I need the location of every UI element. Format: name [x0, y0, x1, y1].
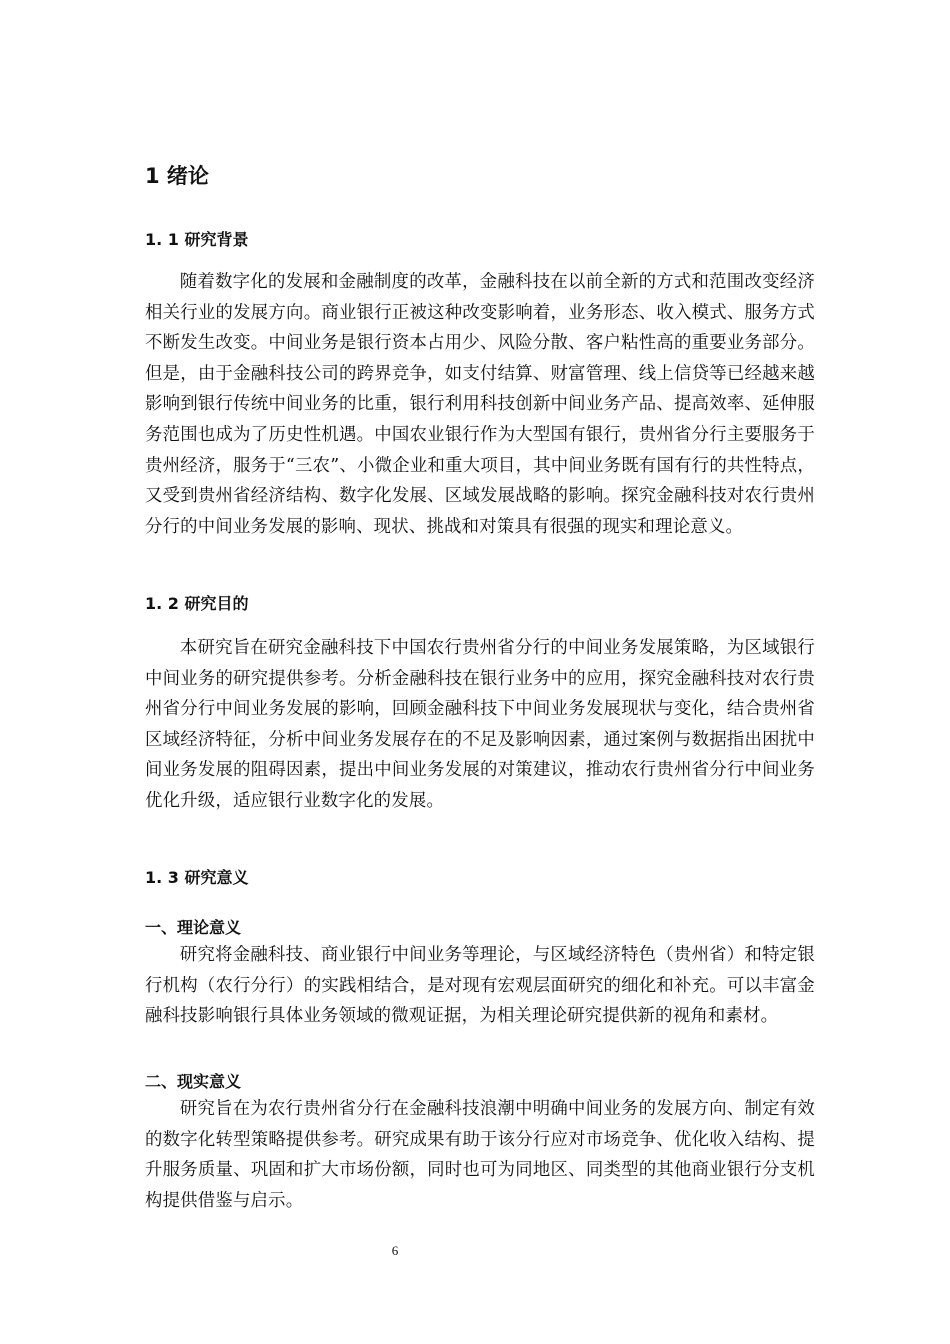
paragraph-theory: 研究将金融科技、商业银行中间业务等理论，与区域经济特色（贵州省）和特定银行机构（农行分行）的实践相结合，是对现有宏观层面研究的细化和补充。可以丰富金融科技影响银行具体业务领域的微观证据，为相关理论研究提供新的视角和素材。 — [145, 945, 815, 1027]
subsection-heading-theory: 一、理论意义 — [145, 918, 242, 937]
paragraph-practice: 研究旨在为农行贵州省分行在金融科技浪潮中明确中间业务的发展方向、制定有效的数字化转型策略提供参考。研究成果有助于该分行应对市场竞争、优化收入结构、提升服务质量、巩固和扩大市场份额，同时也可为同地区、同类型的其他商业银行分支机构提供借鉴与启示。 — [145, 1099, 815, 1211]
section-heading-background: 1. 1 研究背景 — [145, 230, 249, 249]
subsection-heading-practice: 二、现实意义 — [145, 1072, 242, 1091]
paragraph-purpose: 本研究旨在研究金融科技下中国农行贵州省分行的中间业务发展策略，为区域银行中间业务的研究提供参考。分析金融科技在银行业务中的应用，探究金融科技对农行贵州省分行中间业务发展的影响，回顾金融科技下中间业务发展现状与变化，结合贵州省区域经济特征，分析中间业务发展存在的不足及影响因素，通过案例与数据指出困扰中间业务发展的阻碍因素，提出中间业务发展的对策建议，推动农行贵州省分行中间业务优化升级，适应银行业数字化的发展。 — [145, 638, 815, 811]
chapter-title: 1 绪论 — [145, 164, 209, 188]
paragraph-background: 随着数字化的发展和金融制度的改革，金融科技在以前全新的方式和范围改变经济相关行业的发展方向。商业银行正被这种改变影响着，业务形态、收入模式、服务方式不断发生改变。中间业务是银行资本占用少、风险分散、客户粘性高的重要业务部分。但是，由于金融科技公司的跨界竞争，如支付结算、财富管理、线上信贷等已经越来越影响到银行传统中间业务的比重，银行利用科技创新中间业务产品、提高效率、延伸服务范围也成为了历史性机遇。中国农业银行作为大型国有银行，贵州省分行主要服务于贵州经济，服务于“三农”、小微企业和重大项目，其中间业务既有国有行的共性特点，又受到贵州省经济结构、数字化发展、区域发展战略的影响。探究金融科技对农行贵州分行的中间业务发展的影响、现状、挑战和对策具有很强的现实和理论意义。 — [145, 272, 815, 537]
section-heading-significance: 1. 3 研究意义 — [145, 868, 249, 887]
page-number: 6 — [391, 1243, 399, 1258]
section-heading-purpose: 1. 2 研究目的 — [145, 594, 249, 613]
